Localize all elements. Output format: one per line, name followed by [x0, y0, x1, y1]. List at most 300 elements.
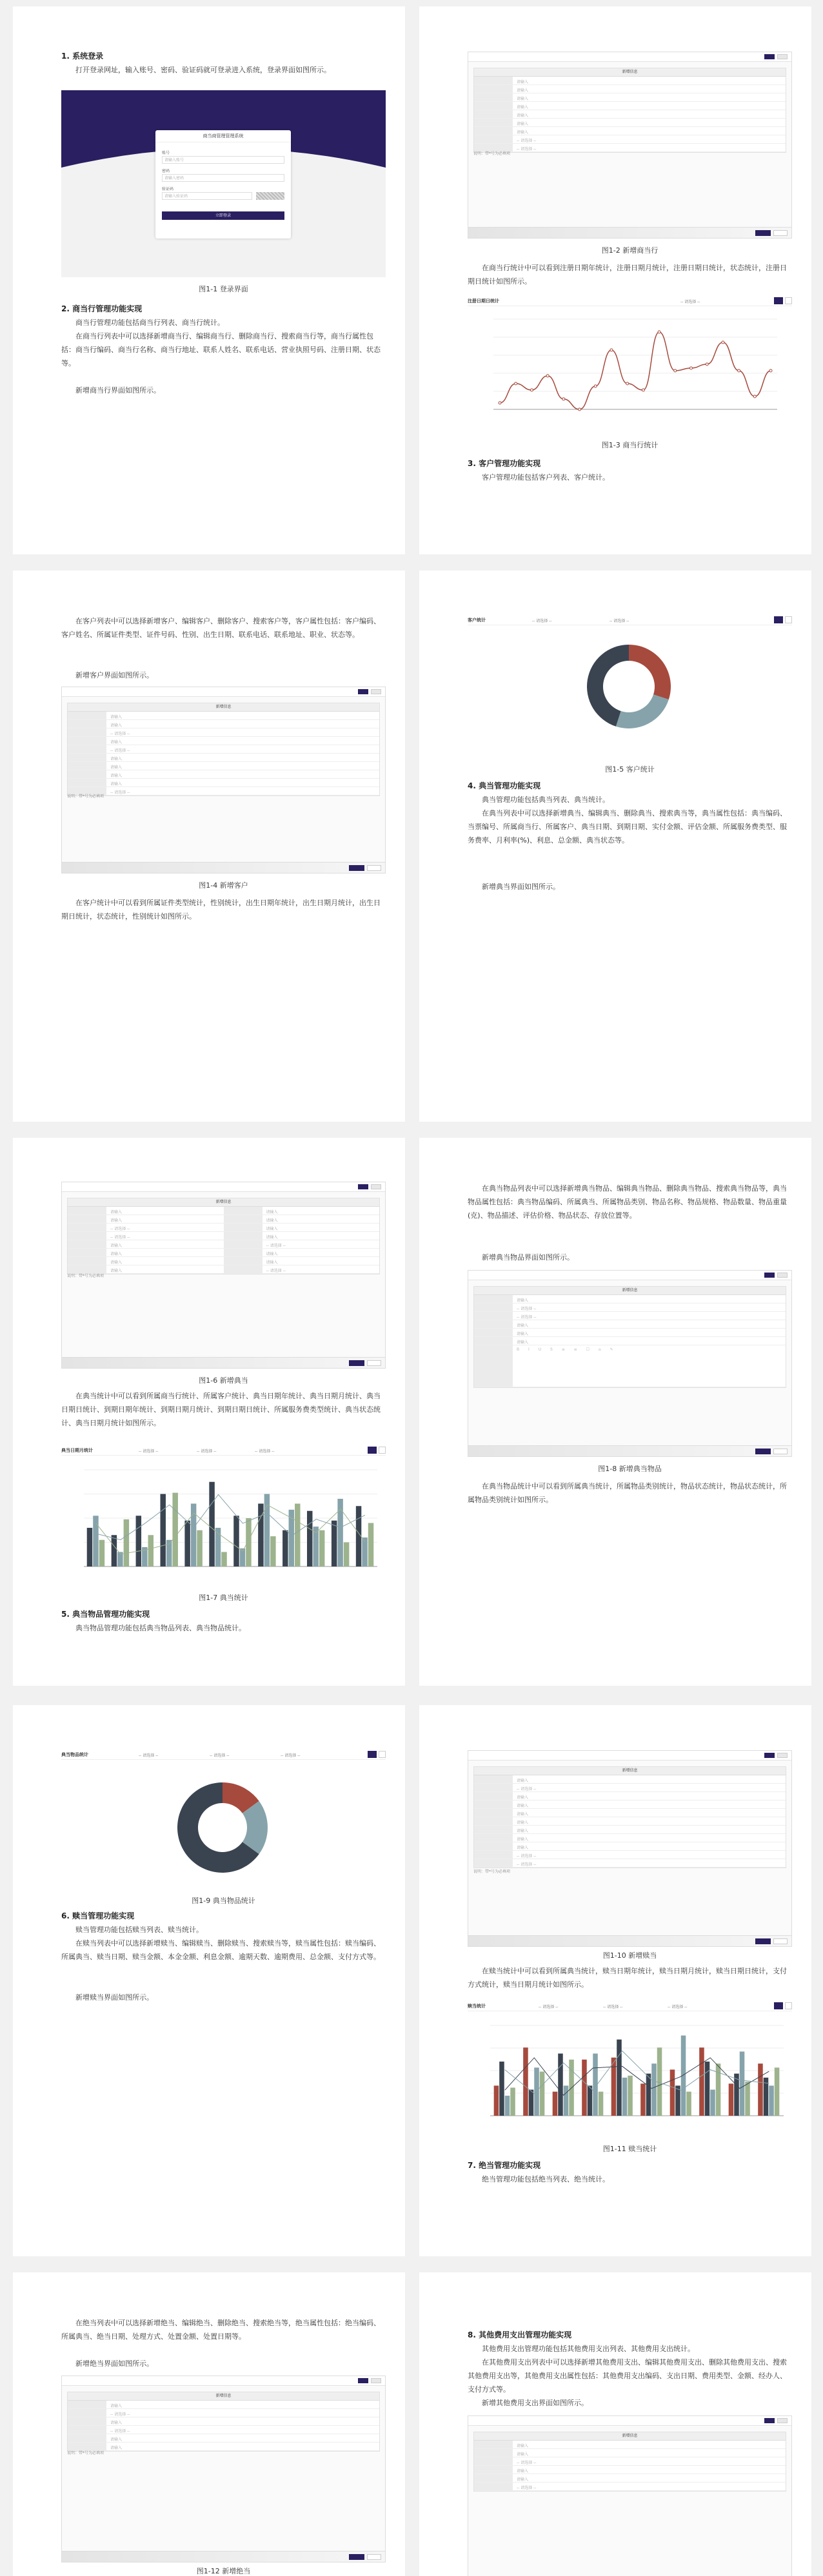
- section-heading: 1. 系统登录: [61, 52, 104, 61]
- bar: [124, 1519, 129, 1566]
- form-input[interactable]: 请输入: [517, 1829, 529, 1833]
- section-heading: 8. 其他费用支出管理功能实现: [468, 2330, 572, 2339]
- figure-caption: 图1-10 新增赎当: [602, 1951, 657, 1960]
- bar: [553, 2092, 558, 2116]
- search-button[interactable]: [774, 2002, 783, 2009]
- refresh-button[interactable]: [785, 616, 792, 623]
- form-head: 新增信息: [474, 68, 786, 77]
- chart-title: 客户统计: [468, 618, 486, 623]
- form-select[interactable]: -- 请选择 --: [266, 1244, 286, 1248]
- bar: [283, 1530, 288, 1566]
- form-input[interactable]: 请输入: [517, 2477, 529, 2482]
- form-label: [474, 127, 513, 135]
- chart-title: 赎当统计: [468, 2004, 486, 2009]
- form-label: [474, 1834, 513, 1842]
- form-input[interactable]: 请输入: [517, 1298, 529, 1303]
- form-input[interactable]: 请输入: [110, 1210, 123, 1215]
- paragraph: 赎当管理功能包括赎当列表、赎当统计。: [75, 1926, 203, 1934]
- doc-page-9: [13, 2272, 405, 2576]
- cancel-button[interactable]: [773, 230, 788, 236]
- login-card: [155, 130, 291, 239]
- form-select[interactable]: -- 请选择 --: [517, 1862, 537, 1867]
- paragraph: 客户管理功能包括客户列表、客户统计。: [482, 473, 610, 482]
- doc-page-7: [13, 1705, 405, 2256]
- data-point: [579, 408, 581, 411]
- form-input[interactable]: 请输入: [517, 1779, 529, 1783]
- back-button[interactable]: [371, 2378, 381, 2383]
- form-input[interactable]: 请输入: [517, 1812, 529, 1817]
- save-button[interactable]: [764, 54, 775, 59]
- figure-caption: 图1-2 新增商当行: [601, 246, 659, 255]
- form-input[interactable]: 请输入: [517, 1795, 529, 1800]
- form-label: [68, 2417, 106, 2425]
- figure-caption: 图1-8 新增典当物品: [598, 1465, 662, 1473]
- rich-editor-toolbar[interactable]: B I U S ≡ ≡ ☐ ⌂ ✎: [517, 1347, 617, 1352]
- form-label: [68, 2426, 106, 2434]
- form-input[interactable]: 请输入: [517, 2469, 529, 2474]
- form-input[interactable]: 请输入: [517, 1804, 529, 1808]
- form-label: [474, 77, 513, 84]
- figure-caption: 图1-9 典当物品统计: [192, 1897, 255, 1905]
- code-label: 验证码: [162, 187, 174, 191]
- section-heading: 4. 典当管理功能实现: [468, 781, 541, 790]
- doc-page-1: [13, 6, 405, 554]
- form-note: 说明：带*号为必填项: [473, 151, 511, 156]
- form-label: [224, 1232, 263, 1240]
- form-input[interactable]: 请输入: [517, 97, 529, 101]
- paragraph: 其他费用支出管理功能包括其他费用支出列表、其他费用支出统计。: [482, 2345, 695, 2353]
- form-screenshot: [61, 1182, 386, 1369]
- form-input[interactable]: 请输入: [517, 80, 529, 84]
- form-label: [474, 1320, 513, 1328]
- form-input[interactable]: 请输入: [517, 1820, 529, 1825]
- form-input[interactable]: 请输入: [517, 1340, 529, 1345]
- form-label: [474, 119, 513, 126]
- form-select[interactable]: -- 请选择 --: [517, 147, 537, 151]
- form-topbar: [468, 52, 791, 62]
- paragraph: 在绝当列表中可以选择新增绝当、编辑绝当、删除绝当、搜索绝当等，绝当属性包括：绝当编码、所属典当、绝当日期、处理方式、处置金额、处置日期等。: [61, 2319, 381, 2341]
- form-label: [68, 1257, 106, 1265]
- bar: [197, 1530, 202, 1566]
- section-heading: 2. 商当行管理功能实现: [61, 304, 143, 313]
- figure-caption: 图1-6 新增典当: [199, 1376, 248, 1385]
- form-label: [68, 2401, 106, 2408]
- form-select[interactable]: -- 请选择 --: [517, 139, 537, 143]
- filter-select[interactable]: -- 请选择 --: [139, 1753, 159, 1758]
- form-select[interactable]: -- 请选择 --: [517, 2486, 537, 2490]
- refresh-button[interactable]: [379, 1447, 386, 1454]
- form-input[interactable]: 请输入: [517, 1837, 529, 1842]
- save-button[interactable]: [764, 1273, 775, 1278]
- paragraph: 在商当行列表中可以选择新增商当行、编辑商当行、删除商当行、搜索商当行等，商当行属性包括：商当行编码、商当行名称、商当行地址、联系人姓名、联系电话、营业执照号码、注册日期、状态等。: [61, 332, 381, 367]
- submit-button[interactable]: [349, 1360, 364, 1366]
- filter-select[interactable]: -- 请选择 --: [255, 1449, 275, 1454]
- bar: [344, 1543, 349, 1567]
- bar: [499, 2062, 504, 2116]
- data-point: [626, 382, 629, 385]
- bar: [87, 1528, 92, 1566]
- form-select[interactable]: -- 请选择 --: [110, 732, 130, 736]
- form-input[interactable]: 请输入: [110, 1269, 123, 1273]
- bar: [540, 2072, 545, 2116]
- form-select[interactable]: -- 请选择 --: [517, 1315, 537, 1320]
- form-input[interactable]: 请输入: [517, 88, 529, 93]
- form-label: [474, 1817, 513, 1825]
- bar: [588, 2085, 593, 2116]
- paragraph: 在典当物品列表中可以选择新增典当物品、编辑典当物品、删除典当物品、搜索典当物品等，典当物品属性包括：典当物品编码、所属典当、所属物品类别、物品名称、物品规格、物品数量、物品重量(克)、物品描述、评估价格、物品状态、存放位置等。: [468, 1184, 787, 1220]
- form-label: [474, 1784, 513, 1791]
- bar: [670, 2069, 675, 2116]
- paragraph: 新增商当行界面如图所示。: [75, 386, 161, 395]
- paragraph: 典当物品管理功能包括典当物品列表、典当物品统计。: [75, 1624, 246, 1632]
- section-heading: 5. 典当物品管理功能实现: [61, 1610, 150, 1619]
- doc-page-3: [13, 571, 405, 1122]
- bar: [599, 2092, 604, 2116]
- save-button[interactable]: [358, 689, 368, 694]
- bar: [769, 2085, 774, 2116]
- bar: [699, 2047, 704, 2116]
- search-button[interactable]: [368, 1751, 377, 1758]
- figure-caption: 图1-12 新增绝当: [196, 2567, 251, 2575]
- donut-chart: [61, 1760, 386, 1892]
- form-label: [474, 2466, 513, 2474]
- line-chart: [468, 306, 792, 435]
- bar: [184, 1521, 190, 1566]
- form-label: [474, 2474, 513, 2482]
- filter-select[interactable]: -- 请选择 --: [610, 619, 630, 623]
- save-button[interactable]: [358, 1184, 368, 1189]
- form-label: [224, 1240, 263, 1248]
- bar: [705, 2062, 710, 2116]
- form-input[interactable]: 请输入: [110, 1244, 123, 1248]
- back-button[interactable]: [777, 1753, 788, 1758]
- chart-title: 典当物品统计: [61, 1752, 88, 1757]
- bar: [233, 1516, 239, 1566]
- form-input[interactable]: 请输入: [110, 2421, 123, 2425]
- figure-caption: 图1-7 典当统计: [199, 1594, 248, 1602]
- form-input[interactable]: 请输入: [517, 1332, 529, 1336]
- back-button[interactable]: [777, 1273, 788, 1278]
- filter-select[interactable]: -- 请选择 --: [197, 1449, 217, 1454]
- save-button[interactable]: [764, 2418, 775, 2423]
- paragraph: 在典当列表中可以选择新增典当、编辑典当、删除典当、搜索典当等，典当属性包括：典当编码、当票编号、所属商当行、所属客户、典当日期、到期日期、实付金额、评估金额、所属服务费类型、服务费率、月利率(%)、利息、总金额、典当状态等。: [468, 809, 787, 844]
- figure-caption: 图1-3 商当行统计: [601, 441, 659, 449]
- filter-select[interactable]: -- 请选择 --: [668, 2005, 688, 2009]
- chart-title: 典当日期月统计: [61, 1448, 93, 1453]
- form-label: [68, 1224, 106, 1231]
- section-heading: 7. 绝当管理功能实现: [468, 2161, 541, 2170]
- form-select[interactable]: -- 请选择 --: [517, 1787, 537, 1791]
- bar: [657, 2047, 662, 2116]
- form-note: 说明：带*号为必填项: [67, 2451, 104, 2455]
- form-input[interactable]: 请输入: [110, 2437, 123, 2442]
- bar: [651, 2064, 657, 2116]
- bar: [675, 2085, 680, 2116]
- bar: [523, 2047, 528, 2116]
- form-input[interactable]: 请输入: [266, 1227, 278, 1231]
- form-label: [68, 2409, 106, 2417]
- login-screenshot: [61, 90, 386, 277]
- bar: [740, 2051, 745, 2116]
- form-label: [68, 1232, 106, 1240]
- cancel-button[interactable]: [367, 2554, 381, 2560]
- form-select[interactable]: -- 请选择 --: [110, 2412, 130, 2417]
- filter-select[interactable]: -- 请选择 --: [603, 2005, 623, 2009]
- form-input[interactable]: 请输入: [517, 2452, 529, 2457]
- bar: [510, 2087, 515, 2116]
- bar: [611, 2058, 617, 2116]
- form-input[interactable]: 请输入: [110, 715, 123, 719]
- bar: [640, 2083, 646, 2116]
- filter-select[interactable]: -- 请选择 --: [210, 1753, 230, 1758]
- form-label: [68, 720, 106, 728]
- form-input[interactable]: 请输入: [110, 2446, 123, 2450]
- section-heading: 6. 赎当管理功能实现: [61, 1911, 135, 1920]
- form-label: [474, 1295, 513, 1303]
- form-select[interactable]: -- 请选择 --: [517, 2461, 537, 2465]
- form-input[interactable]: 请输入: [266, 1252, 278, 1256]
- form-select[interactable]: -- 请选择 --: [266, 1269, 286, 1273]
- form-screenshot: [468, 1750, 792, 1947]
- form-select[interactable]: -- 请选择 --: [517, 1307, 537, 1311]
- chart-title: 注册日期日统计: [468, 298, 499, 304]
- form-input[interactable]: 请输入: [110, 2404, 123, 2408]
- form-input[interactable]: 请输入: [110, 774, 123, 778]
- figure-caption: 图1-4 新增客户: [199, 881, 248, 890]
- form-label: [474, 135, 513, 143]
- data-point: [658, 331, 660, 333]
- save-button[interactable]: [764, 1753, 775, 1758]
- cancel-button[interactable]: [773, 1449, 788, 1454]
- form-label: [68, 754, 106, 761]
- paragraph: 在典当物品统计中可以看到所属典当统计，所属物品类别统计，物品状态统计，物品状态统计，所属物品类别统计如图所示。: [468, 1482, 787, 1504]
- user-label: 账号: [162, 151, 170, 155]
- back-button[interactable]: [777, 2418, 788, 2423]
- doc-page-6: [419, 1138, 811, 1686]
- form-input[interactable]: 请输入: [517, 105, 529, 110]
- data-point: [674, 369, 677, 372]
- form-label: [474, 2483, 513, 2490]
- bar: [564, 2085, 569, 2116]
- bar-line-chart: [61, 1456, 386, 1588]
- bar: [534, 2067, 539, 2116]
- search-button[interactable]: [774, 297, 783, 304]
- form-label: [474, 1859, 513, 1867]
- form-input[interactable]: 请输入: [266, 1218, 278, 1223]
- data-point: [642, 389, 644, 391]
- chart-pie-item: [61, 1750, 386, 1892]
- bar: [582, 2060, 587, 2116]
- search-button[interactable]: [774, 616, 783, 623]
- form-label: [474, 1842, 513, 1850]
- form-select[interactable]: -- 请选择 --: [110, 2429, 130, 2434]
- form-label: [474, 1345, 513, 1387]
- form-head: 新增信息: [474, 1287, 786, 1295]
- series-line: [500, 332, 771, 409]
- form-note: 说明：带*号为必填项: [473, 1869, 511, 1874]
- back-button[interactable]: [371, 689, 381, 694]
- form-head: 新增信息: [68, 2392, 379, 2401]
- form-label: [474, 1337, 513, 1345]
- form-input[interactable]: 请输入: [517, 1323, 529, 1328]
- form-input[interactable]: 请输入: [110, 740, 123, 745]
- paragraph: 新增其他费用支出界面如图所示。: [482, 2399, 588, 2407]
- bar: [221, 1552, 226, 1567]
- form-input[interactable]: 请输入: [517, 130, 529, 135]
- cancel-button[interactable]: [773, 1938, 788, 1944]
- form-input[interactable]: 请输入: [266, 1260, 278, 1265]
- form-screenshot: [468, 1270, 792, 1457]
- bar: [494, 2085, 499, 2116]
- data-point: [562, 398, 565, 400]
- bar: [505, 2096, 510, 2116]
- filter-select[interactable]: -- 请选择 --: [139, 1449, 159, 1454]
- form-label: [474, 110, 513, 118]
- refresh-button[interactable]: [785, 297, 792, 304]
- form-label: [68, 745, 106, 753]
- form-input[interactable]: 请输入: [110, 1252, 123, 1256]
- form-select[interactable]: -- 请选择 --: [110, 748, 130, 753]
- refresh-button[interactable]: [379, 1751, 386, 1758]
- form-input[interactable]: 请输入: [517, 122, 529, 126]
- paragraph: 打开登录网址，输入账号、密码、验证码就可登录进入系统，登录界面如图所示。: [75, 66, 331, 74]
- filter-select[interactable]: -- 请选择 --: [680, 300, 700, 304]
- cancel-button[interactable]: [367, 865, 381, 871]
- form-label: [474, 1809, 513, 1817]
- submit-button[interactable]: [349, 865, 364, 871]
- bar: [209, 1482, 214, 1566]
- submit-button[interactable]: [755, 1938, 771, 1944]
- bar: [622, 2078, 628, 2116]
- data-point: [722, 341, 724, 344]
- captcha-image[interactable]: [256, 192, 284, 200]
- chart-line-register: [468, 297, 792, 435]
- bar: [295, 1504, 300, 1567]
- doc-page-8: [419, 1705, 811, 2256]
- form-note: 说明：带*号为必填项: [67, 1274, 104, 1278]
- form-input[interactable]: 请输入: [110, 782, 123, 786]
- form-head: 新增信息: [474, 1767, 786, 1775]
- form-input[interactable]: 请输入: [517, 2444, 529, 2448]
- paragraph: 在客户列表中可以选择新增客户、编辑客户、删除客户、搜索客户等，客户属性包括：客户编码、客户姓名、所属证件类型、证件号码、性别、出生日期、联系电话、联系地址、职业、状态等。: [61, 617, 381, 639]
- form-select[interactable]: -- 请选择 --: [517, 1854, 537, 1859]
- form-screenshot: [468, 52, 792, 239]
- form-label: [474, 1312, 513, 1320]
- form-label: [224, 1257, 263, 1265]
- bar: [775, 2067, 780, 2116]
- form-screenshot: [61, 687, 386, 873]
- paragraph: 在商当行统计中可以看到注册日期年统计，注册日期月统计，注册日期日统计，状态统计，注册日期日统计如图所示。: [468, 264, 787, 286]
- back-button[interactable]: [371, 1184, 381, 1189]
- figure-caption: 图1-11 赎当统计: [602, 2145, 657, 2153]
- submit-button[interactable]: [349, 2554, 364, 2560]
- bar: [332, 1521, 337, 1566]
- form-note: 说明：带*号为必填项: [67, 794, 104, 799]
- form-label: [68, 2434, 106, 2442]
- form-label: [68, 1240, 106, 1248]
- refresh-button[interactable]: [785, 2002, 792, 2009]
- doc-page-5: [13, 1138, 405, 1686]
- login-title: 商当商管理管理系统: [155, 130, 291, 142]
- bar: [307, 1511, 312, 1566]
- back-button[interactable]: [777, 54, 788, 59]
- form-input[interactable]: 请输入: [110, 757, 123, 761]
- form-select[interactable]: -- 请选择 --: [110, 1235, 130, 1240]
- form-head: 新增信息: [68, 1198, 379, 1207]
- form-footer: [468, 227, 791, 238]
- section-heading: 3. 客户管理功能实现: [468, 459, 541, 468]
- form-select[interactable]: -- 请选择 --: [110, 790, 130, 795]
- form-input[interactable]: 请输入: [266, 1210, 278, 1215]
- pie-slice: [629, 645, 671, 699]
- form-label: [474, 1303, 513, 1311]
- data-point: [753, 395, 756, 398]
- bar: [270, 1536, 275, 1566]
- form-input[interactable]: 请输入: [266, 1235, 278, 1240]
- filter-select[interactable]: -- 请选择 --: [281, 1753, 301, 1758]
- paragraph: 绝当管理功能包括绝当列表、绝当统计。: [482, 2175, 610, 2183]
- form-label: [474, 85, 513, 93]
- filter-select[interactable]: -- 请选择 --: [532, 619, 552, 623]
- form-label: [68, 1249, 106, 1256]
- bar: [112, 1535, 117, 1566]
- captcha-input[interactable]: 请输入验证码: [162, 192, 252, 200]
- paragraph: 在赎当列表中可以选择新增赎当、编辑赎当、删除赎当、搜索赎当等，赎当属性包括：赎当编码、所属典当、赎当日期、赎当金额、本金金额、利息金额、逾期天数、逾期费用、总金额、支付方式等。: [61, 1939, 381, 1961]
- submit-button[interactable]: [755, 230, 771, 236]
- form-input[interactable]: 请输入: [517, 113, 529, 118]
- bar: [686, 2092, 691, 2116]
- password-input[interactable]: 请输入密码: [162, 174, 284, 182]
- bar: [681, 2036, 686, 2116]
- username-input[interactable]: 请输入账号: [162, 156, 284, 164]
- form-label: [474, 2449, 513, 2457]
- form-label: [68, 1207, 106, 1215]
- form-head: 新增信息: [474, 2432, 786, 2441]
- data-point: [515, 382, 517, 385]
- form-label: [474, 1792, 513, 1800]
- figure-caption: 图1-1 登录界面: [199, 285, 248, 293]
- login-button[interactable]: 立即登录: [162, 211, 284, 220]
- data-point: [594, 385, 597, 387]
- data-point: [738, 369, 740, 372]
- paragraph: 商当行管理功能包括商当行列表、商当行统计。: [75, 318, 224, 327]
- filter-select[interactable]: -- 请选择 --: [539, 2005, 559, 2009]
- form-input[interactable]: 请输入: [110, 1260, 123, 1265]
- paragraph: 新增客户界面如图所示。: [75, 671, 154, 679]
- form-input[interactable]: 请输入: [517, 1846, 529, 1850]
- bar: [745, 2082, 750, 2116]
- bar: [628, 2076, 633, 2116]
- form-input[interactable]: 请输入: [110, 723, 123, 728]
- data-point: [546, 375, 549, 377]
- bar: [368, 1523, 373, 1567]
- form-input[interactable]: 请输入: [110, 1218, 123, 1223]
- form-label: [68, 728, 106, 736]
- form-label: [474, 1775, 513, 1783]
- save-button[interactable]: [358, 2378, 368, 2383]
- cancel-button[interactable]: [367, 1360, 381, 1366]
- donut-chart: [468, 625, 792, 738]
- data-point: [689, 367, 692, 369]
- form-input[interactable]: 请输入: [110, 765, 123, 770]
- form-label: [474, 2441, 513, 2448]
- submit-button[interactable]: [755, 1449, 771, 1454]
- form-label: [474, 1826, 513, 1833]
- pie-slice: [616, 694, 669, 728]
- form-select[interactable]: -- 请选择 --: [110, 1227, 130, 1231]
- search-button[interactable]: [368, 1447, 377, 1454]
- doc-page-10: [419, 2272, 811, 2576]
